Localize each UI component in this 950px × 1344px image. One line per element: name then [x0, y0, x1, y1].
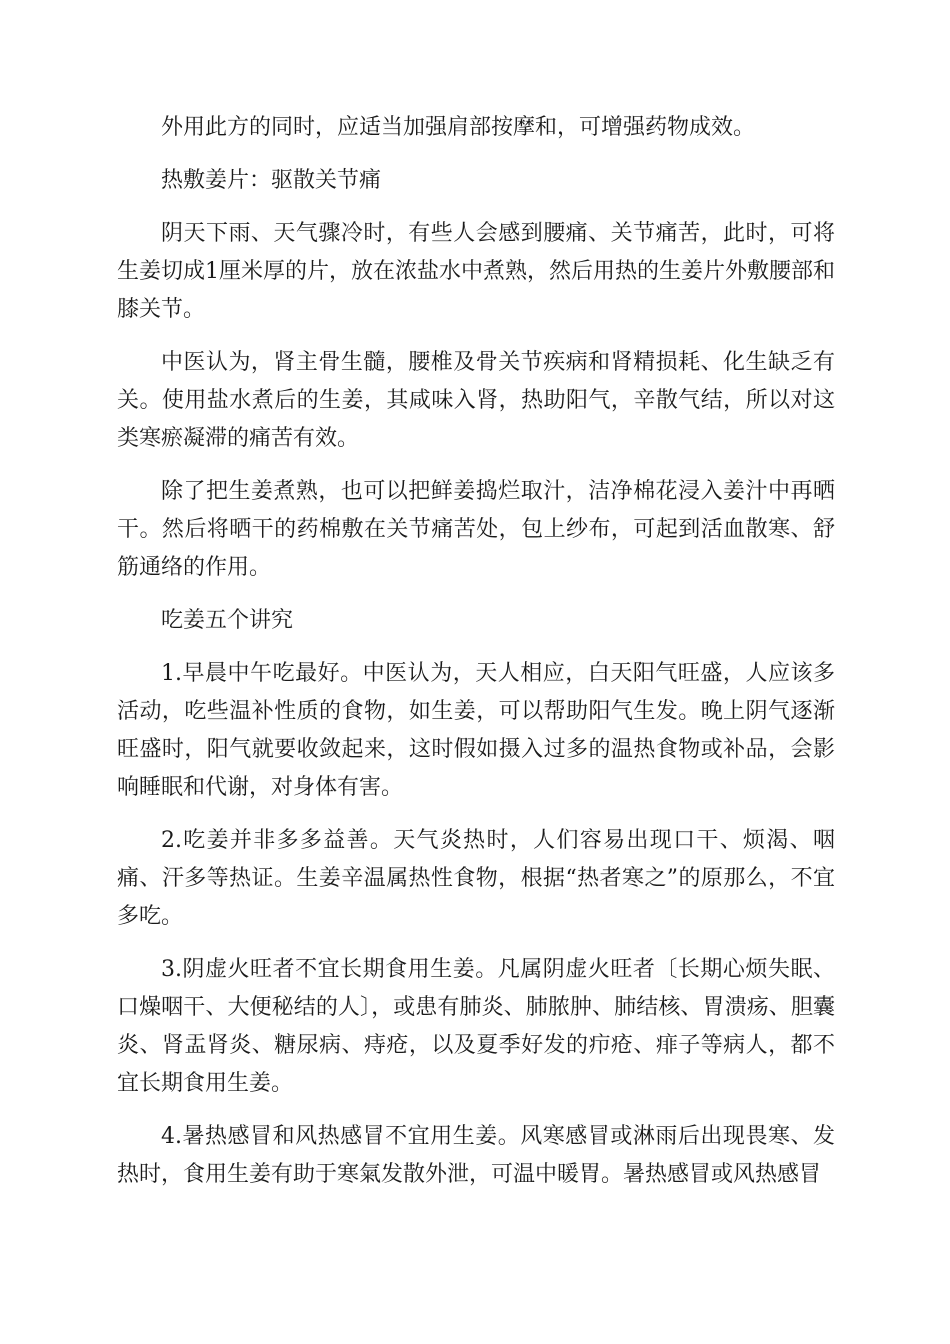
document-body: [117, 109, 835, 1209]
paragraph-rainy-day-pain: 阴天下雨、天气骤冷时，有些人会感到腰痛、关节痛苦，此时，可将生姜切成1厘米厚的片，放在浓盐水中煮熟，然后用热的生姜片外敷腰部和膝关节。: [117, 221, 835, 322]
paragraph-external-use: 外用此方的同时，应适当加强肩部按摩和，可增强药物成效。: [161, 115, 756, 140]
section-heading-five-rules: 吃姜五个讲究: [161, 608, 294, 633]
list-item-rule-3: 3.阴虚火旺者不宜长期食用生姜。凡属阴虚火旺者〔长期心烦失眠、口燥咽干、大便秘结的人〕，或患有肺炎、肺脓肿、肺结核、胃溃疡、胆囊炎、肾盂肾炎、糖尿病、痔疮，以及夏季好发的疖疮、痱子等病人，都不宜长期食用生姜。: [117, 957, 835, 1096]
paragraph-tcm-kidney: 中医认为，肾主骨生髓，腰椎及骨关节疾病和肾精损耗、化生缺乏有关。使用盐水煮后的生姜，其咸味入肾，热助阳气，辛散气结，所以对这类寒瘀凝滞的痛苦有效。: [117, 350, 835, 451]
paragraph-ginger-juice: 除了把生姜煮熟，也可以把鲜姜捣烂取汁，洁净棉花浸入姜汁中再晒干。然后将晒干的药棉敷在关节痛苦处，包上纱布，可起到活血散寒、舒筋通络的作用。: [117, 479, 835, 580]
list-item-rule-2: 2.吃姜并非多多益善。天气炎热时，人们容易出现口干、烦渴、咽痛、汗多等热证。生姜辛温属热性食物，根据“热者寒之”的原那么，不宜多吃。: [117, 828, 835, 929]
section-heading-hot-ginger-compress: 热敷姜片：驱散关节痛: [161, 168, 382, 193]
list-item-rule-4: 4.暑热感冒和风热感冒不宜用生姜。风寒感冒或淋雨后出现畏寒、发热时，食用生姜有助于寒氣发散外泄，可温中暖胃。暑热感冒或风热感冒: [117, 1124, 835, 1187]
list-item-rule-1: 1.早晨中午吃最好。中医认为，天人相应，白天阳气旺盛，人应该多活动，吃些温补性质的食物，如生姜，可以帮助阳气生发。晚上阴气逐渐旺盛时，阳气就要收敛起来，这时假如摄入过多的温热食物或补品，会影响睡眠和代谢，对身体有害。: [117, 661, 835, 800]
